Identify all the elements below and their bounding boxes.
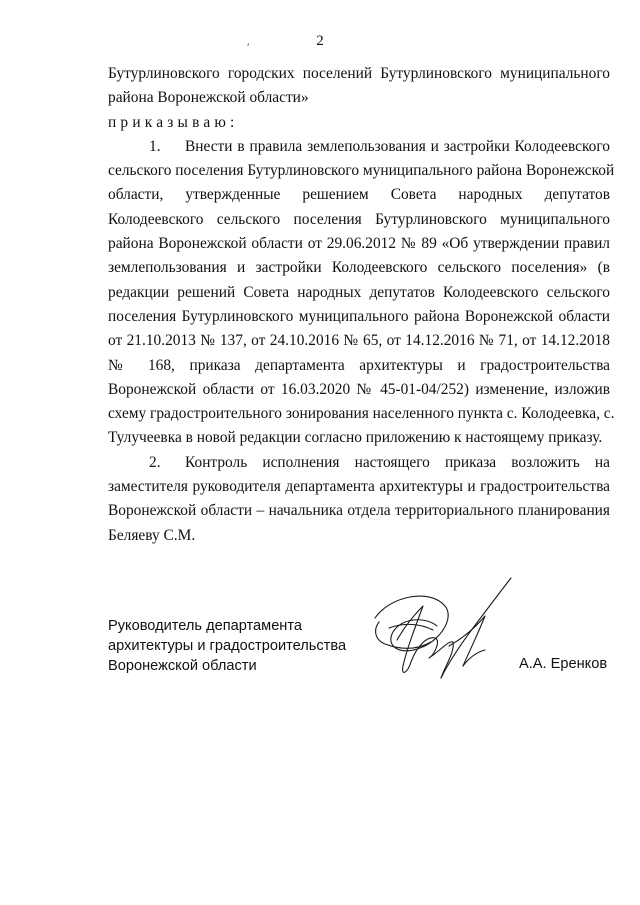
signatory-title-line: Руководитель департамента bbox=[108, 618, 303, 634]
item-2-line: Беляеву С.М. bbox=[108, 526, 196, 544]
preamble-line-1: Бутурлиновского городских поселений Бутурлиновского муниципального bbox=[108, 65, 610, 82]
order-word: приказываю: bbox=[108, 113, 239, 131]
item-1-line: Колодеевского сельского поселения Бутурлиновского муниципального bbox=[108, 210, 610, 228]
item-2-line: заместителя руководителя департамента архитектуры и градостроительства bbox=[108, 478, 610, 496]
signatory-title bbox=[108, 616, 346, 676]
signatory-title-line: архитектуры и градостроительства bbox=[108, 638, 347, 654]
item-1-line: землепользования и застройки Колодеевского сельского поселения» (в bbox=[108, 259, 610, 277]
item-1-line: Тулучеевка в новой редакции согласно приложению к настоящему приказу. bbox=[108, 429, 603, 447]
item-1-number: 1. bbox=[149, 137, 161, 155]
page-number: 2 bbox=[316, 33, 324, 49]
preamble-line-2: района Воронежской области» bbox=[108, 89, 309, 107]
item-1-line: схему градостроительного зонирования населенного пункта с. Колодеевка, с. bbox=[108, 405, 615, 423]
item-2-number: 2. bbox=[149, 453, 161, 471]
item-1-line: области, утвержденные решением Совета народных депутатов bbox=[108, 186, 610, 204]
document-body bbox=[108, 62, 615, 548]
item-1-line: района Воронежской области от 29.06.2012 № 89 «Об утверждении правил bbox=[108, 235, 610, 253]
scan-speck: ′ bbox=[247, 40, 250, 54]
item-1-first-text: Внести в правила землепользования и застройки Колодеевского bbox=[185, 137, 610, 155]
item-1-line-0 bbox=[108, 135, 610, 159]
item-1-line: от 21.10.2013 № 137, от 24.10.2016 № 65, от 14.12.2016 № 71, от 14.12.2018 bbox=[108, 332, 610, 350]
item-1-line: редакции решений Совета народных депутатов Колодеевского сельского bbox=[108, 283, 610, 301]
item-1-line: № 168, приказа департамента архитектуры и градостроительства bbox=[108, 356, 610, 374]
item-2-line-0 bbox=[108, 451, 610, 475]
item-2-first-text: Контроль исполнения настоящего приказа возложить на bbox=[185, 453, 610, 471]
handwritten-signature bbox=[345, 566, 525, 696]
item-1-line: поселения Бутурлиновского муниципального района Воронежской области bbox=[108, 307, 610, 325]
signatory-name: А.А. Еренков bbox=[519, 656, 608, 672]
item-2-line: Воронежской области – начальника отдела территориального планирования bbox=[108, 502, 610, 520]
signatory-title-line: Воронежской области bbox=[108, 658, 257, 674]
item-1-line: Воронежской области от 16.03.2020 № 45-01-04/252) изменение, изложив bbox=[108, 380, 610, 398]
item-1-line: сельского поселения Бутурлиновского муниципального района Воронежской bbox=[108, 162, 615, 180]
